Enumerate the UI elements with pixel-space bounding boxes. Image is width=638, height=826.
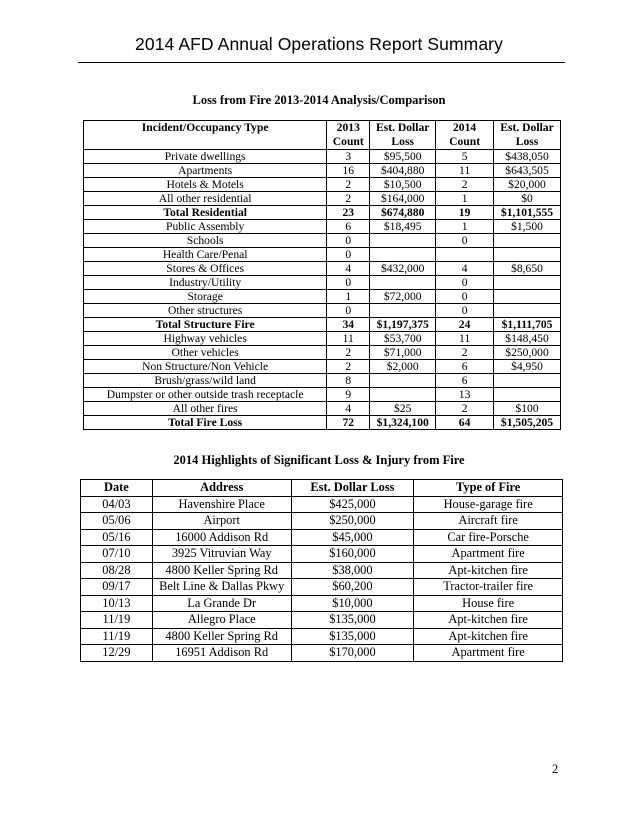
table-row <box>84 360 561 374</box>
table-cell <box>494 374 561 388</box>
col-header-fire-type: Type of Fire <box>414 480 563 497</box>
col-header-2013-count <box>327 121 370 150</box>
table-cell: 2 <box>327 346 370 360</box>
highlights-table-body <box>81 496 563 661</box>
page-header-title: 2014 AFD Annual Operations Report Summary <box>135 34 503 54</box>
table-cell: Apartment fire <box>414 546 563 563</box>
table-cell: Private dwellings <box>84 150 327 164</box>
table-cell: Apt-kitchen fire <box>414 612 563 629</box>
table-cell: $250,000 <box>494 346 561 360</box>
header-divider <box>78 62 565 63</box>
table-row <box>84 248 561 262</box>
table-cell: Industry/Utility <box>84 276 327 290</box>
header-line: 2013 <box>336 121 360 134</box>
table-cell: $674,880 <box>370 206 436 220</box>
table-total-row <box>84 206 561 220</box>
table-row <box>84 276 561 290</box>
table-cell: Highway vehicles <box>84 332 327 346</box>
table-cell: 11 <box>327 332 370 346</box>
table-cell <box>370 248 436 262</box>
table-cell: Apt-kitchen fire <box>414 628 563 645</box>
table-cell: $148,450 <box>494 332 561 346</box>
table-cell: $170,000 <box>291 645 414 662</box>
table-row <box>81 628 563 645</box>
header-line: Count <box>332 135 364 148</box>
table-cell: Dumpster or other outside trash receptacle <box>84 388 327 402</box>
table-cell: $164,000 <box>370 192 436 206</box>
table-cell: Other structures <box>84 304 327 318</box>
table-cell: $160,000 <box>291 546 414 563</box>
table-cell: 3925 Vitruvian Way <box>152 546 291 563</box>
table-cell: Havenshire Place <box>152 496 291 513</box>
highlights-header-row <box>81 480 563 497</box>
table-cell: $100 <box>494 402 561 416</box>
table-cell: 3 <box>327 150 370 164</box>
col-header-date: Date <box>81 480 153 497</box>
col-header-2014-count <box>436 121 494 150</box>
table-cell: 16000 Addison Rd <box>152 529 291 546</box>
table-row <box>81 562 563 579</box>
table-row <box>84 374 561 388</box>
table-cell: 4800 Keller Spring Rd <box>152 628 291 645</box>
table-cell: 0 <box>327 248 370 262</box>
table-cell: 2 <box>327 360 370 374</box>
table-cell: 1 <box>436 220 494 234</box>
table-cell: Apartment fire <box>414 645 563 662</box>
table-row <box>81 579 563 596</box>
table-cell <box>370 388 436 402</box>
table-cell: Total Residential <box>84 206 327 220</box>
table-row <box>84 150 561 164</box>
table-cell: All other residential <box>84 192 327 206</box>
table-row <box>81 645 563 662</box>
table-row <box>84 164 561 178</box>
table-total-row <box>84 416 561 430</box>
table-cell: $1,324,100 <box>370 416 436 430</box>
table-cell: 07/10 <box>81 546 153 563</box>
table-cell: 16951 Addison Rd <box>152 645 291 662</box>
col-header-2014-loss <box>494 121 561 150</box>
table-total-row <box>84 318 561 332</box>
table-cell: 2 <box>327 178 370 192</box>
table-row <box>84 178 561 192</box>
table-cell: La Grande Dr <box>152 595 291 612</box>
table-cell: $0 <box>494 192 561 206</box>
table-cell: 1 <box>436 192 494 206</box>
table-row <box>81 513 563 530</box>
table-cell: Total Fire Loss <box>84 416 327 430</box>
table-row <box>84 304 561 318</box>
table-row <box>81 496 563 513</box>
table-cell: $10,500 <box>370 178 436 192</box>
table-cell: 12/29 <box>81 645 153 662</box>
table-cell: 64 <box>436 416 494 430</box>
table-cell <box>494 234 561 248</box>
table-row <box>84 388 561 402</box>
table-cell: $53,700 <box>370 332 436 346</box>
table-cell: 19 <box>436 206 494 220</box>
table-cell: Apartments <box>84 164 327 178</box>
table-cell: All other fires <box>84 402 327 416</box>
table-cell: 72 <box>327 416 370 430</box>
table-cell: Stores & Offices <box>84 262 327 276</box>
table-cell: 0 <box>327 234 370 248</box>
table-cell: 2 <box>436 178 494 192</box>
table-cell: $8,650 <box>494 262 561 276</box>
table-cell: 24 <box>436 318 494 332</box>
table-cell: 13 <box>436 388 494 402</box>
col-header-occupancy-type <box>84 121 327 150</box>
table-row <box>84 332 561 346</box>
table-cell: 4 <box>327 402 370 416</box>
table-cell: Airport <box>152 513 291 530</box>
table-cell: $250,000 <box>291 513 414 530</box>
table-cell: 5 <box>436 150 494 164</box>
table-cell: Non Structure/Non Vehicle <box>84 360 327 374</box>
table-cell: 11/19 <box>81 612 153 629</box>
table-cell: $135,000 <box>291 628 414 645</box>
table-cell: 6 <box>436 360 494 374</box>
table-cell: Belt Line & Dallas Pkwy <box>152 579 291 596</box>
table-cell: 0 <box>436 276 494 290</box>
table-cell: Tractor-trailer fire <box>414 579 563 596</box>
table-cell: $60,200 <box>291 579 414 596</box>
col-header-2013-loss <box>370 121 436 150</box>
table-cell: $1,111,705 <box>494 318 561 332</box>
table-cell: 4 <box>327 262 370 276</box>
table-cell: $404,880 <box>370 164 436 178</box>
table-cell: Apt-kitchen fire <box>414 562 563 579</box>
header-line: Count <box>449 135 481 148</box>
table-cell: $438,050 <box>494 150 561 164</box>
table-row <box>84 192 561 206</box>
table-row <box>84 220 561 234</box>
table-cell: Schools <box>84 234 327 248</box>
table-cell: Car fire-Porsche <box>414 529 563 546</box>
table-cell: 09/17 <box>81 579 153 596</box>
table-cell: $10,000 <box>291 595 414 612</box>
table-cell: 05/16 <box>81 529 153 546</box>
table-cell: $38,000 <box>291 562 414 579</box>
table-cell: 0 <box>327 276 370 290</box>
table-cell: $20,000 <box>494 178 561 192</box>
table-row <box>84 234 561 248</box>
table-row <box>81 546 563 563</box>
page-number: 2 <box>552 762 559 776</box>
col-header-dollar-loss: Est. Dollar Loss <box>291 480 414 497</box>
col-header-address: Address <box>152 480 291 497</box>
table-cell <box>494 276 561 290</box>
loss-comparison-table <box>83 120 561 430</box>
table-cell: 23 <box>327 206 370 220</box>
table-cell: Aircraft fire <box>414 513 563 530</box>
table-cell <box>494 248 561 262</box>
table-cell: 10/13 <box>81 595 153 612</box>
table-row <box>81 529 563 546</box>
table-row <box>84 262 561 276</box>
table-cell: $135,000 <box>291 612 414 629</box>
table-cell: $1,500 <box>494 220 561 234</box>
table-cell: $45,000 <box>291 529 414 546</box>
table-row <box>84 346 561 360</box>
table-cell: 4 <box>436 262 494 276</box>
table-cell: 6 <box>436 374 494 388</box>
header-line: Incident/Occupancy Type <box>141 121 269 134</box>
table-cell <box>494 290 561 304</box>
table-cell: 9 <box>327 388 370 402</box>
table-cell: 04/03 <box>81 496 153 513</box>
loss-table-body <box>84 150 561 430</box>
table-cell: $4,950 <box>494 360 561 374</box>
table-cell: Storage <box>84 290 327 304</box>
table-cell <box>370 234 436 248</box>
table-cell <box>494 304 561 318</box>
table-cell: 16 <box>327 164 370 178</box>
table-cell <box>436 248 494 262</box>
table-cell: $1,197,375 <box>370 318 436 332</box>
table-cell: Hotels & Motels <box>84 178 327 192</box>
header-line: Loss <box>515 135 539 148</box>
table-cell <box>494 388 561 402</box>
table-cell: Health Care/Penal <box>84 248 327 262</box>
table-cell: 11/19 <box>81 628 153 645</box>
header-line <box>84 135 326 149</box>
table-cell: Brush/grass/wild land <box>84 374 327 388</box>
table-cell: Public Assembly <box>84 220 327 234</box>
table-cell: 08/28 <box>81 562 153 579</box>
table-cell: 0 <box>436 304 494 318</box>
table-cell: $432,000 <box>370 262 436 276</box>
table-cell: $1,101,555 <box>494 206 561 220</box>
header-line: Est. Dollar <box>375 121 430 134</box>
table-cell: 0 <box>436 290 494 304</box>
table-cell: 4800 Keller Spring Rd <box>152 562 291 579</box>
table-row <box>81 595 563 612</box>
header-line: 2014 <box>453 121 477 134</box>
table-cell: $643,505 <box>494 164 561 178</box>
table-cell: $25 <box>370 402 436 416</box>
table-row <box>81 612 563 629</box>
table-cell: 2 <box>436 346 494 360</box>
header-line: Est. Dollar <box>500 121 554 134</box>
table-cell: $18,495 <box>370 220 436 234</box>
table-cell: House fire <box>414 595 563 612</box>
table-cell: Allegro Place <box>152 612 291 629</box>
table-cell: 2 <box>436 402 494 416</box>
table-cell: House-garage fire <box>414 496 563 513</box>
table-cell <box>370 374 436 388</box>
highlights-table <box>80 479 563 662</box>
loss-table-header-row <box>84 121 561 150</box>
table-cell: 11 <box>436 332 494 346</box>
table-cell: 05/06 <box>81 513 153 530</box>
table-row <box>84 402 561 416</box>
table-cell: 0 <box>436 234 494 248</box>
table-cell: Other vehicles <box>84 346 327 360</box>
table-cell: 1 <box>327 290 370 304</box>
table-cell: $95,500 <box>370 150 436 164</box>
table-cell: 8 <box>327 374 370 388</box>
table-cell: $2,000 <box>370 360 436 374</box>
table-cell: Total Structure Fire <box>84 318 327 332</box>
table-cell: $72,000 <box>370 290 436 304</box>
table-row <box>84 290 561 304</box>
table-cell <box>370 276 436 290</box>
table-cell <box>370 304 436 318</box>
highlights-table-title: 2014 Highlights of Significant Loss & Injury from Fire <box>173 453 465 467</box>
table-cell: 34 <box>327 318 370 332</box>
loss-table-title: Loss from Fire 2013-2014 Analysis/Comparison <box>192 93 446 107</box>
table-cell: $1,505,205 <box>494 416 561 430</box>
table-cell: 6 <box>327 220 370 234</box>
table-cell: 11 <box>436 164 494 178</box>
header-line: Loss <box>391 135 414 148</box>
table-cell: 0 <box>327 304 370 318</box>
table-cell: $425,000 <box>291 496 414 513</box>
table-cell: $71,000 <box>370 346 436 360</box>
table-cell: 2 <box>327 192 370 206</box>
